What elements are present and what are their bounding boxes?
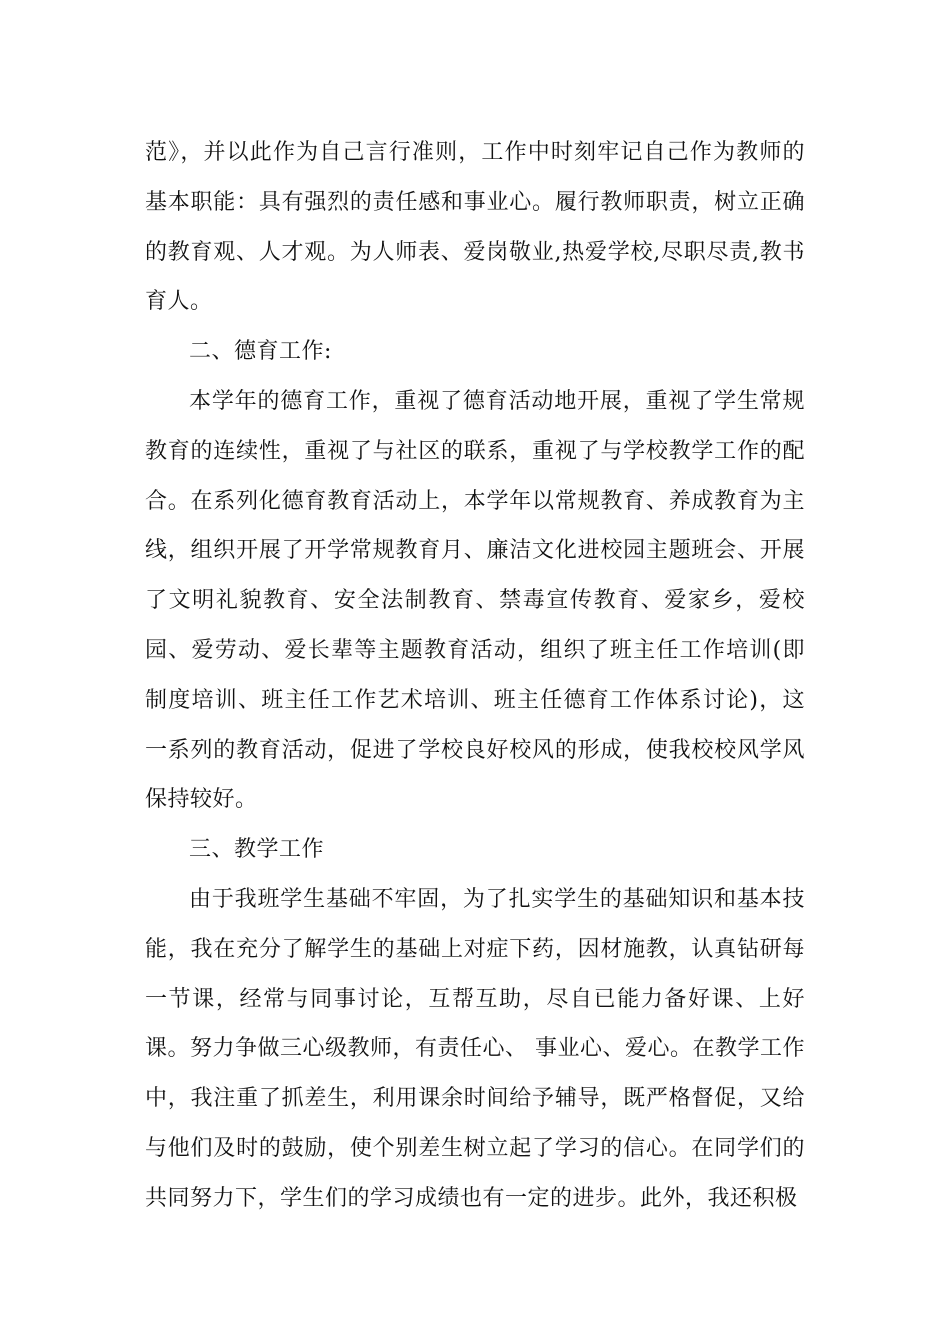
paragraph-duty: 范》，并以此作为自己言行准则，工作中时刻牢记自己作为教师的基本职能：具有强烈的责任感和事业心。履行教师职责，树立正确的教育观、人才观。为人师表、爱岗敬业,热爱学校,尽职尽责,教书育人。: [145, 140, 805, 315]
section-heading-teaching: 三、教学工作: [189, 837, 325, 863]
paragraph-moral-education: 本学年的德育工作，重视了德育活动地开展，重视了学生常规教育的连续性，重视了与社区的联系，重视了与学校教学工作的配合。在系列化德育教育活动上，本学年以常规教育、养成教育为主线，组织开展了开学常规教育月、廉洁文化进校园主题班会、开展了文明礼貌教育、安全法制教育、禁毒宣传教育、爱家乡，爱校园、爱劳动、爱长辈等主题教育活动，组织了班主任工作培训(即制度培训、班主任工作艺术培训、班主任德育工作体系讨论)，这一系列的教育活动，促进了学校良好校风的形成，使我校校风学风保持较好。: [145, 388, 805, 813]
paragraph-teaching: 由于我班学生基础不牢固，为了扎实学生的基础知识和基本技能，我在充分了解学生的基础上对症下药，因材施教，认真钻研每一节课，经常与同事讨论，互帮互助，尽自已能力备好课、上好课。努力争做三心级教师，有责任心、 事业心、爱心。在教学工作中，我注重了抓差生，利用课余时间给予辅导，既严格督促，又给与他们及时的鼓励，使个别差生树立起了学习的信心。在同学们的共同努力下，学生们的学习成绩也有一定的进步。此外，我还积极: [145, 886, 805, 1211]
section-heading-moral-education: 二、德育工作:: [189, 339, 332, 365]
document-body: [145, 128, 805, 1224]
